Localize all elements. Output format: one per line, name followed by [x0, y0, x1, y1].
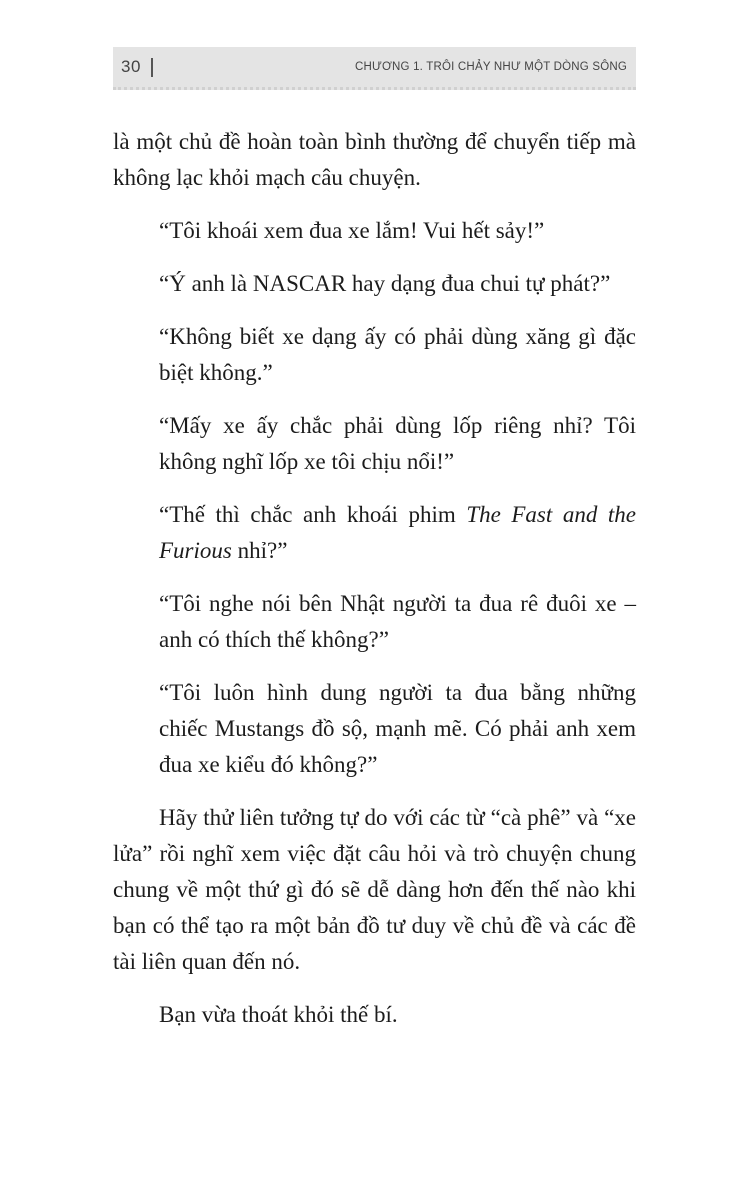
- page-body: [113, 124, 636, 1050]
- quote-1: “Tôi khoái xem đua xe lắm! Vui hết sảy!”: [159, 218, 545, 243]
- page-number: 30: [121, 57, 141, 76]
- quote-5-end: nhỉ?”: [231, 538, 288, 563]
- quote-5-start: “Thế thì chắc anh khoái phim: [159, 502, 467, 527]
- chapter-title: CHƯƠNG 1. TRÔI CHẢY NHƯ MỘT DÒNG SÔNG: [354, 61, 627, 73]
- quote-6: “Tôi nghe nói bên Nhật người ta đua rê đuôi xe – anh có thích thế không?”: [159, 591, 636, 652]
- association-paragraph: Hãy thử liên tưởng tự do với các từ “cà phê” và “xe lửa” rồi nghĩ xem việc đặt câu hỏi và trò chuyện chung chung về một thứ gì đó sẽ dễ dàng hơn đến thế nào khi bạn có thể tạo ra một bản đồ tư duy về chủ đề và các đề tài liên quan đến nó.: [113, 805, 636, 974]
- closing-paragraph: Bạn vừa thoát khỏi thế bí.: [159, 1002, 398, 1027]
- quote-4: “Mấy xe ấy chắc phải dùng lốp riêng nhỉ? Tôi không nghĩ lốp xe tôi chịu nổi!”: [159, 413, 636, 474]
- page-header: [113, 47, 636, 90]
- quote-5: [113, 497, 636, 569]
- quote-7: “Tôi luôn hình dung người ta đua bằng những chiếc Mustangs đồ sộ, mạnh mẽ. Có phải anh xem đua xe kiểu đó không?”: [159, 680, 636, 777]
- quote-3: “Không biết xe dạng ấy có phải dùng xăng gì đặc biệt không.”: [159, 324, 636, 385]
- intro-paragraph: là một chủ đề hoàn toàn bình thường để chuyển tiếp mà không lạc khỏi mạch câu chuyện.: [113, 129, 636, 190]
- quote-2: “Ý anh là NASCAR hay dạng đua chui tự phát?”: [159, 271, 611, 296]
- movie-title: The Fast and the Furious: [159, 502, 636, 563]
- header-divider: [151, 58, 153, 77]
